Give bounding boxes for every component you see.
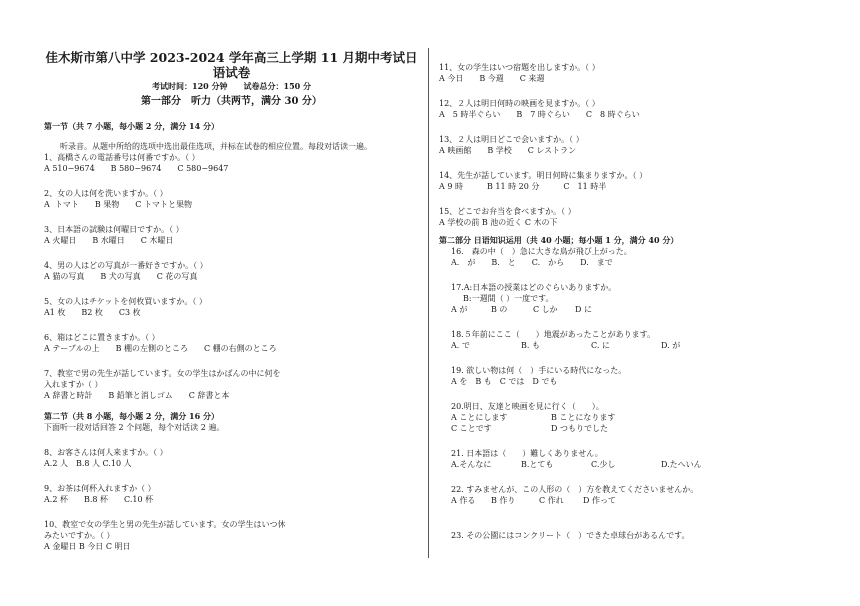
q21-option-a: A.そんなに	[451, 460, 492, 469]
question-20-options-row2	[451, 423, 829, 434]
question-20: 20.明日、友達と映画を見に行く（ ）。	[451, 402, 604, 411]
q21-option-b: B.とても	[521, 460, 554, 469]
q18-option-d: D. が	[661, 341, 681, 350]
question-3-options: A 火曜日 B 水曜日 C 木曜日	[44, 236, 174, 245]
question-9-options: A.2 杯 B.8 杯 C.10 杯	[44, 495, 154, 504]
section2-instructions: 下面听一段对话回答 2 个问题，每个对话读 2 遍。	[44, 423, 225, 432]
question-3: 3、日本語の試験は何曜日ですか。（ ）	[44, 225, 184, 234]
q20-option-c: C ことです	[451, 424, 492, 433]
question-6: 6、箱はどこに置きますか。（ ）	[44, 333, 160, 342]
exam-title: 佳木斯市第八中学 2023-2024 学年高三上学期 11 月期中考试日语试卷	[45, 50, 418, 80]
q17-option-c: C しか	[533, 305, 558, 314]
q21-option-c: C.少し	[591, 460, 616, 469]
question-23: 23. その公園にはコンクリート（ ）できた卓球台があるんです。	[451, 531, 690, 540]
question-7-options: A 辞書と時計 B 鉛筆と消しゴム C 辞書と本	[44, 391, 230, 400]
q22-option-b: B 作り	[491, 496, 516, 505]
q22-option-c: C 作れ	[539, 496, 564, 505]
question-21-options	[451, 459, 829, 470]
q22-option-d: D 作って	[583, 496, 616, 505]
question-15-options: A 学校の前 B 池の近く C 木の下	[439, 218, 558, 227]
q18-option-b: B. も	[521, 341, 540, 350]
right-column	[439, 62, 829, 541]
question-2: 2、女の人は何を洗いますか。（ ）	[44, 189, 168, 198]
question-20-options-row1	[451, 412, 829, 423]
question-10-cont: みたいですか。（ ）	[44, 531, 115, 540]
question-15: 15、どこでお弁当を食べますか。（ ）	[439, 207, 576, 216]
question-16-options: A. が B. と C. から D. まで	[451, 258, 613, 267]
question-13-options: A 映画館 B 学校 C レストラン	[439, 146, 577, 155]
question-2-options: A トマト B 果物 C トマトと果物	[44, 200, 192, 209]
q18-option-c: C. に	[591, 341, 610, 350]
q21-option-d: D.たへいん	[661, 460, 702, 469]
question-1: 1、高橋さんの電話番号は何番ですか。（ ）	[44, 153, 200, 162]
question-7: 7、教室で男の先生が話しています。女の学生はかばんの中に何を	[44, 369, 281, 378]
question-10-options: A 金曜日 B 今日 C 明日	[44, 542, 131, 551]
question-17-options	[451, 304, 829, 315]
question-5-options: A1 枚 B2 枚 C3 枚	[44, 308, 141, 317]
part2-title: 第二部分 日语知识运用（共 40 小题；每小题 1 分，满分 40 分）	[439, 235, 679, 245]
q17-option-b: B の	[491, 305, 508, 314]
question-18: 18.５年前にここ（ ）地震があったことがあります。	[451, 330, 656, 339]
question-4-options: A 猫の写真 B 犬の写真 C 花の写真	[44, 272, 198, 281]
column-divider	[428, 48, 429, 558]
question-18-options	[451, 340, 829, 351]
question-19: 19. 欲しい物は何（ ）手にいる時代になった。	[451, 366, 627, 375]
question-12: 12、２人は明日何時の映画を見ますか。（ ）	[439, 99, 600, 108]
question-19-options: A を B も C では D でも	[451, 377, 558, 386]
question-8: 8、お客さんは何人来ますか。（ ）	[44, 448, 168, 457]
question-5: 5、女の人はチケットを何枚買いますか。（ ）	[44, 297, 207, 306]
q20-option-d: D つもりでした	[551, 424, 608, 433]
question-8-options: A.2 人 B.8 人 C.10 人	[44, 459, 132, 468]
question-11: 11、女の学生はいつ宿題を出しますか。（ ）	[439, 63, 600, 72]
question-11-options: A 今日 B 今週 C 来週	[439, 74, 545, 83]
q20-option-b: B ことになります	[551, 413, 616, 422]
question-21: 21. 日本語は（ ）難しくありません。	[451, 449, 603, 458]
question-7-cont: 入れますか（ ）	[44, 380, 103, 389]
section1-title: 第一节（共 7 小题，每小题 2 分，满分 14 分）	[44, 121, 219, 131]
question-1-options: A 510−9674 B 580−9674 C 580−9647	[44, 164, 229, 173]
question-4: 4、男の人はどの写真が一番好きですか。（ ）	[44, 261, 208, 270]
question-14-options: A 9 時 B 11 時 20 分 C 11 時半	[439, 182, 607, 191]
question-14: 14、先生が話しています。明日何時に集まりますか。（ ）	[439, 171, 648, 180]
question-16: 16. 森の中（ ）急に大きな鳥が飛び上がった。	[451, 247, 632, 256]
question-17: 17.A:日本語の授業はどのぐらいありますか。	[451, 283, 617, 292]
question-12-options: A 5 時半ぐらい B 7 時ぐらい C 8 時ぐらい	[439, 110, 640, 119]
section2-title: 第二节（共 8 小题，每小题 2 分，满分 16 分）	[44, 411, 219, 421]
q20-option-a: A ことにします	[451, 413, 508, 422]
question-10: 10、教室で女の学生と男の先生が話しています。女の学生はいつ休	[44, 520, 286, 529]
question-6-options: A テーブルの上 B 棚の左側のところ C 棚の右側のところ	[44, 344, 277, 353]
part1-title: 第一部分 听力（共两节，满分 30 分）	[141, 96, 322, 107]
left-column	[44, 50, 419, 552]
question-17-cont: B:一週間（ ）一度です。	[463, 294, 554, 303]
q22-option-a: A 作る	[451, 496, 476, 505]
exam-meta: 考试时间：120 分钟 试卷总分：150 分	[152, 81, 311, 91]
q18-option-a: A. で	[451, 341, 470, 350]
q17-option-a: A が	[451, 305, 468, 314]
question-9: 9、お茶は何杯入れますか（ ）	[44, 484, 156, 493]
question-22: 22. すみませんが、この人形の（ ）方を教えてくださいませんか。	[451, 485, 699, 494]
q17-option-d: D に	[575, 305, 592, 314]
section1-instructions: 听录音。从题中所给的选项中选出最佳选项，并标在试卷的相应位置。每段对话读一遍。	[60, 142, 372, 151]
question-13: 13、２人は明日どこで会いますか。（ ）	[439, 135, 584, 144]
question-22-options	[451, 495, 829, 506]
